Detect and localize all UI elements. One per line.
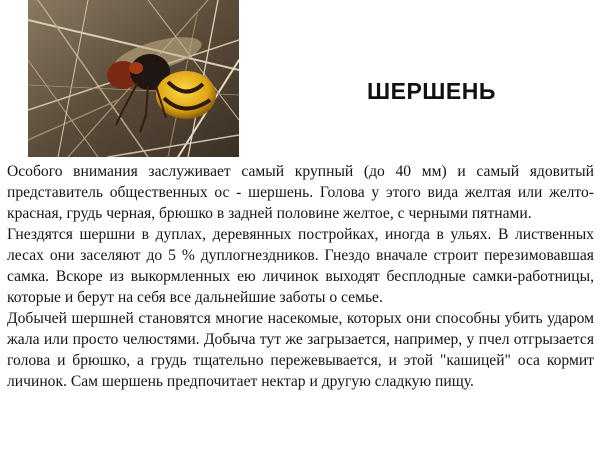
paragraph-description: Особого внимания заслуживает самый крупный (до 40 мм) и самый ядовитый представитель общественных ос - шершень. Голова у этого вида желтая или желто-красная, грудь черная, брюшко в задней половине желтое, с черными пятнами.: [7, 163, 594, 222]
paragraph-nesting: Гнездятся шершни в дуплах, деревянных постройках, иногда в ульях. В лиственных лесах они заселяют до 5 % дуплогнездников. Гнездо вначале строит перезимовавшая самка. Вскоре из выкормленных ею личинок выходят бесплодные самки-работницы, которые и берут на себя все дальнейшие заботы о семье.: [7, 226, 594, 306]
paragraph-feeding: Добычей шершней становятся многие насекомые, которых они способны убить ударом жала или просто челюстями. Добыча тут же загрызается, например, у пчел отгрызается голова и брюшко, а грудь тщательно пережевывается, и этой "кашицей" оса кормит личинок. Сам шершень предпочитает нектар и другую сладкую пищу.: [7, 310, 594, 390]
page-title: ШЕРШЕНЬ: [367, 78, 496, 104]
hornet-photo: [28, 0, 239, 157]
article-body: [7, 161, 594, 392]
